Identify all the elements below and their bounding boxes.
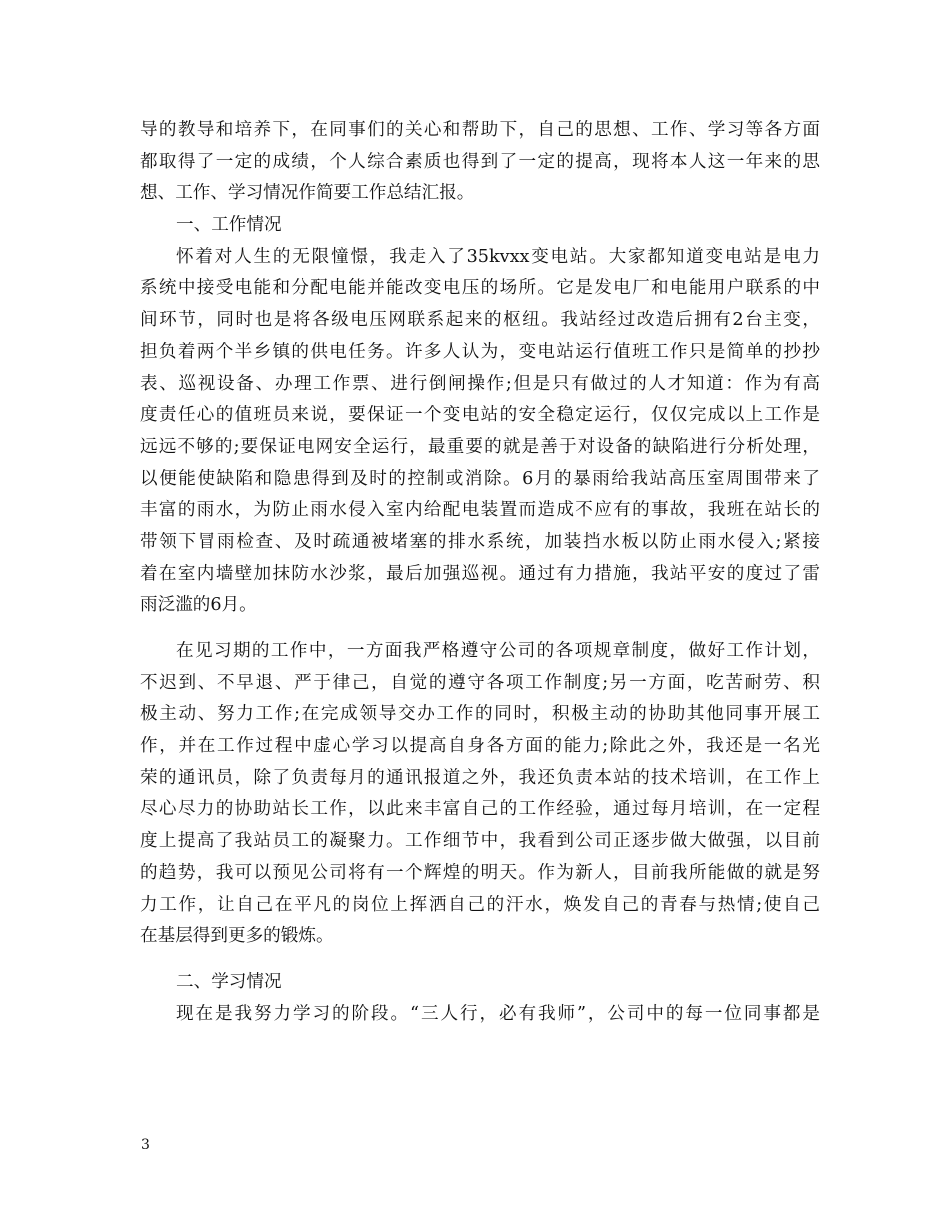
text-line: 作，并在工作过程中虚心学习以提高自身各方面的能力;除此之外，我还是一名光 <box>140 736 820 757</box>
text-line: 度责任心的值班员来说，要保证一个变电站的安全稳定运行，仅仅完成以上工作是 <box>140 405 820 426</box>
page-number: 3 <box>141 1137 150 1153</box>
text-line: 都取得了一定的成绩，个人综合素质也得到了一定的提高，现将本人这一年来的思 <box>140 151 820 172</box>
text-line: 系统中接受电能和分配电能并能改变电压的场所。它是发电厂和电能用户联系的中 <box>140 278 820 299</box>
text-line: 荣的通讯员，除了负责每月的通讯报道之外，我还负责本站的技术培训，在工作上 <box>140 767 820 788</box>
text-line: 丰富的雨水，为防止雨水侵入室内给配电装置而造成不应有的事故，我班在站长的 <box>140 500 820 521</box>
text-line: 在基层得到更多的锻炼。 <box>140 926 334 947</box>
text-line: 在见习期的工作中，一方面我严格遵守公司的各项规章制度，做好工作计划， <box>176 641 820 661</box>
text-line: 带领下冒雨检查、及时疏通被堵塞的排水系统，加装挡水板以防止雨水侵入;紧接 <box>140 531 820 552</box>
text-line: 尽心尽力的协助站长工作，以此来丰富自己的工作经验，通过每月培训，在一定程 <box>140 799 820 820</box>
text-line: 雨泛滥的6月。 <box>140 595 257 616</box>
text-line: 想、工作、学习情况作简要工作总结汇报。 <box>140 183 475 204</box>
text-line: 怀着对人生的无限憧憬，我走入了35kvxx变电站。大家都知道变电站是电力 <box>176 246 820 267</box>
text-line: 度上提高了我站员工的凝聚力。工作细节中，我看到公司正逐步做大做强，以目前 <box>140 831 820 852</box>
section-heading-study: 二、学习情况 <box>176 971 282 992</box>
text-line: 现在是我努力学习的阶段。“三人行，必有我师”，公司中的每一位同事都是 <box>176 1003 820 1024</box>
text-line: 力工作，让自己在平凡的岗位上挥洒自己的汗水，焕发自己的青春与热情;使自己 <box>140 894 820 915</box>
text-line: 着在室内墙壁加抹防水沙浆，最后加强巡视。通过有力措施，我站平安的度过了雷 <box>140 563 820 584</box>
document-body <box>140 115 820 1030</box>
text-line: 以便能使缺陷和隐患得到及时的控制或消除。6月的暴雨给我站高压室周围带来了 <box>140 468 820 489</box>
text-line: 表、巡视设备、办理工作票、进行倒闸操作;但是只有做过的人才知道：作为有高 <box>140 373 820 394</box>
text-line: 担负着两个半乡镇的供电任务。许多人认为，变电站运行值班工作只是简单的抄抄 <box>140 341 820 362</box>
text-line: 间环节，同时也是将各级电压网联系起来的枢纽。我站经过改造后拥有2台主变， <box>140 310 820 331</box>
section-heading-work: 一、工作情况 <box>176 215 282 236</box>
text-line: 导的教导和培养下，在同事们的关心和帮助下，自己的思想、工作、学习等各方面 <box>140 120 820 140</box>
text-line: 极主动、努力工作;在完成领导交办工作的同时，积极主动的协助其他同事开展工 <box>140 704 820 725</box>
text-line: 不迟到、不早退、严于律己，自觉的遵守各项工作制度;另一方面，吃苦耐劳、积 <box>140 672 820 693</box>
text-line: 远远不够的;要保证电网安全运行，最重要的就是善于对设备的缺陷进行分析处理， <box>140 436 820 457</box>
text-line: 的趋势，我可以预见公司将有一个辉煌的明天。作为新人，目前我所能做的就是努 <box>140 862 820 883</box>
